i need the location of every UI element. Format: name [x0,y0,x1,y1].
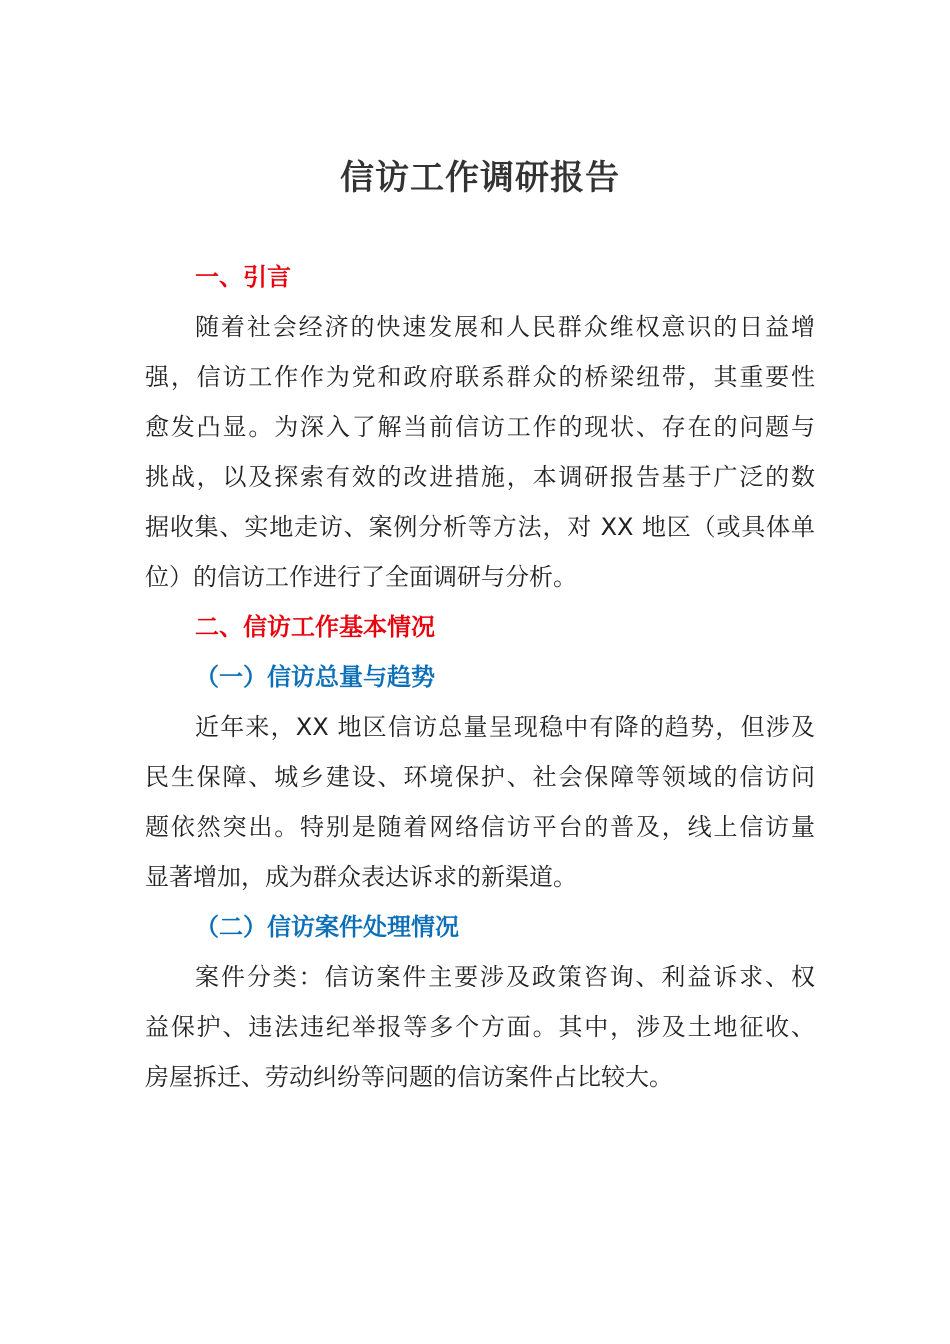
paragraph-line: 位）的信访工作进行了全面调研与分析。 [145,563,577,591]
document-page [145,150,815,1102]
subsection-total-and-trend [145,652,815,902]
paragraph-line: 民生保障、城乡建设、环境保护、社会保障等领域的信访问 [145,763,815,791]
subsection-heading-total-and-trend: （一）信访总量与趋势 [195,663,435,691]
section-heading-introduction: 一、引言 [195,263,291,291]
paragraph-line: 据收集、实地走访、案例分析等方法，对 XX 地区（或具体单 [145,513,815,541]
subsection-heading-case-handling: （二）信访案件处理情况 [195,913,459,941]
paragraph-line: 案件分类：信访案件主要涉及政策咨询、利益诉求、权 [195,963,815,991]
paragraph-line: 房屋拆迁、劳动纠纷等问题的信访案件占比较大。 [145,1063,673,1091]
paragraph-line: 益保护、违法违纪举报等多个方面。其中，涉及土地征收、 [145,1013,815,1041]
paragraph-line: 近年来，XX 地区信访总量呈现稳中有降的趋势，但涉及 [195,713,815,741]
section-basic-situation [145,602,815,1102]
paragraph-line: 显著增加，成为群众表达诉求的新渠道。 [145,863,577,891]
case-handling-paragraph [145,952,815,1102]
paragraph-line: 挑战，以及探索有效的改进措施，本调研报告基于广泛的数 [145,463,815,491]
document-title: 信访工作调研报告 [340,158,620,198]
paragraph-line: 愈发凸显。为深入了解当前信访工作的现状、存在的问题与 [145,413,815,441]
introduction-paragraph [145,302,815,602]
paragraph-line: 随着社会经济的快速发展和人民群众维权意识的日益增 [195,313,815,341]
total-and-trend-paragraph [145,702,815,902]
paragraph-line: 强，信访工作作为党和政府联系群众的桥梁纽带，其重要性 [145,363,815,391]
section-heading-basic-situation: 二、信访工作基本情况 [195,613,435,641]
subsection-case-handling [145,902,815,1102]
paragraph-line: 题依然突出。特别是随着网络信访平台的普及，线上信访量 [145,813,815,841]
section-introduction [145,252,815,602]
